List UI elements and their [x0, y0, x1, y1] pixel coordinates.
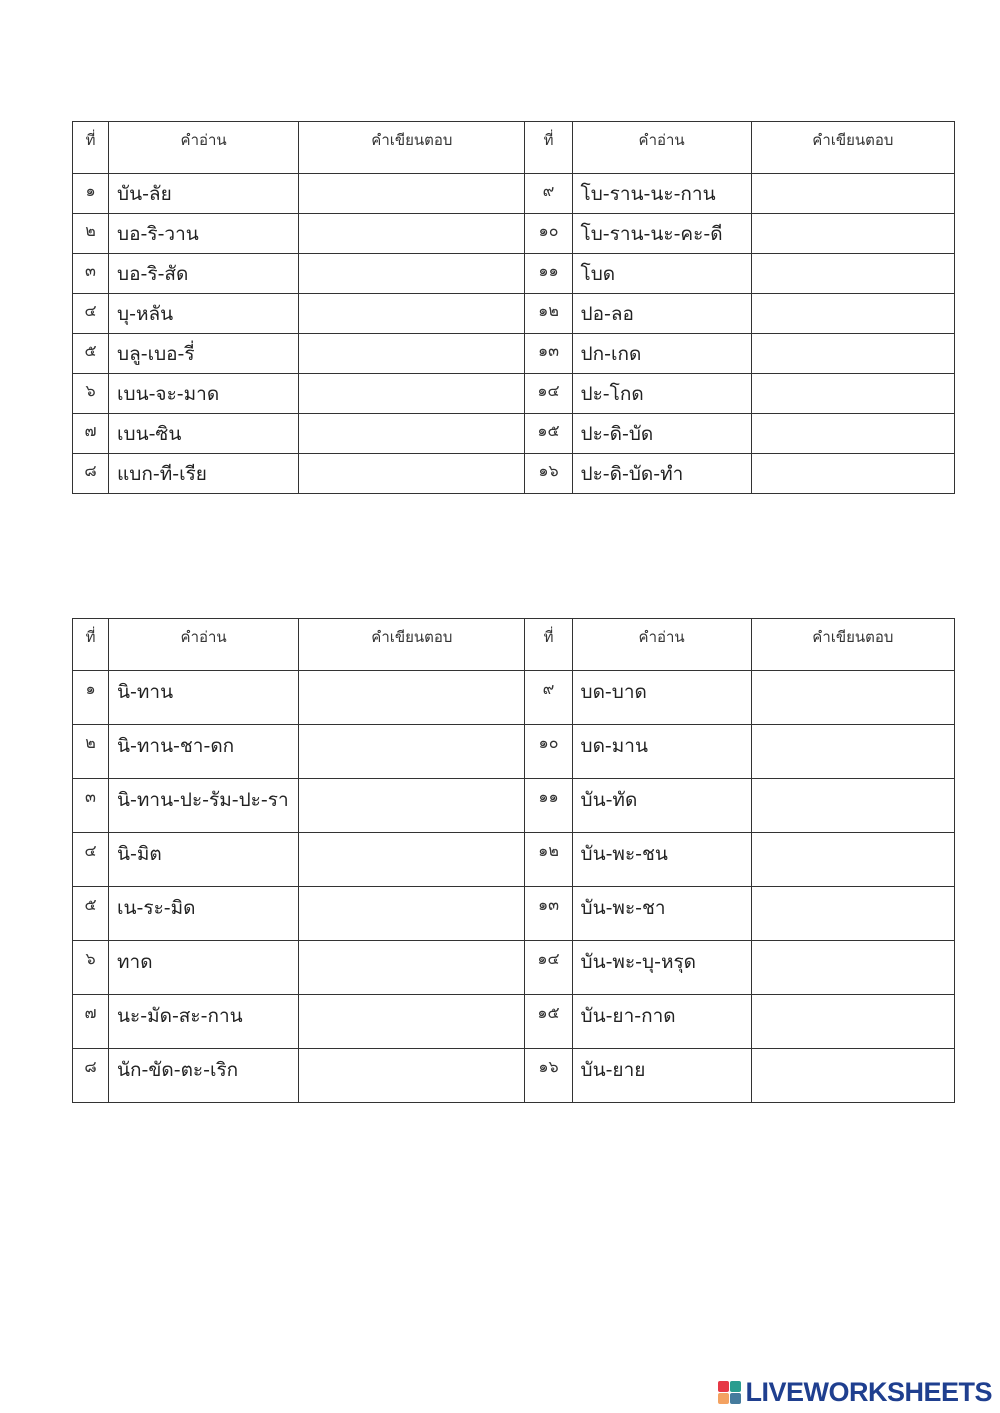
- answer-cell[interactable]: [751, 374, 954, 414]
- table-row: [73, 779, 955, 833]
- logo-square: [718, 1381, 729, 1392]
- reading-word: เน-ระ-มิด: [109, 887, 299, 941]
- answer-cell[interactable]: [751, 294, 954, 334]
- item-number: ๑๕: [525, 995, 572, 1049]
- table-row: [73, 1049, 955, 1103]
- reading-word: ปอ-ลอ: [572, 294, 751, 334]
- reading-word: ปะ-ดิ-บัด: [572, 414, 751, 454]
- answer-cell[interactable]: [751, 1049, 954, 1103]
- item-number: ๘: [73, 1049, 109, 1103]
- answer-cell[interactable]: [299, 779, 525, 833]
- reading-word: บัน-พะ-ชน: [572, 833, 751, 887]
- reading-word: นะ-มัด-สะ-กาน: [109, 995, 299, 1049]
- item-number: ๒: [73, 725, 109, 779]
- answer-cell[interactable]: [299, 833, 525, 887]
- item-number: ๒: [73, 214, 109, 254]
- item-number: ๑: [73, 174, 109, 214]
- answer-cell[interactable]: [751, 671, 954, 725]
- reading-word: บัน-พะ-บุ-หรุด: [572, 941, 751, 995]
- reading-word: บัน-ทัด: [572, 779, 751, 833]
- reading-word: บุ-หลัน: [109, 294, 299, 334]
- reading-word: เบน-จะ-มาด: [109, 374, 299, 414]
- answer-cell[interactable]: [751, 779, 954, 833]
- reading-word: บด-มาน: [572, 725, 751, 779]
- table-row: [73, 254, 955, 294]
- item-number: ๑๖: [525, 454, 572, 494]
- table-row: [73, 374, 955, 414]
- answer-cell[interactable]: [751, 887, 954, 941]
- table-row: [73, 454, 955, 494]
- answer-cell[interactable]: [299, 454, 525, 494]
- answer-cell[interactable]: [751, 254, 954, 294]
- item-number: ๑๐: [525, 725, 572, 779]
- reading-word: บลู-เบอ-รี่: [109, 334, 299, 374]
- answer-cell[interactable]: [751, 833, 954, 887]
- item-number: ๑๒: [525, 833, 572, 887]
- answer-cell[interactable]: [299, 725, 525, 779]
- header-answer: คำเขียนตอบ: [751, 122, 954, 174]
- answer-cell[interactable]: [751, 334, 954, 374]
- worksheet-table-1: [72, 121, 955, 494]
- item-number: ๕: [73, 334, 109, 374]
- reading-word: บัน-พะ-ชา: [572, 887, 751, 941]
- reading-word: บัน-ลัย: [109, 174, 299, 214]
- answer-cell[interactable]: [299, 995, 525, 1049]
- table-header-row: [73, 122, 955, 174]
- item-number: ๑๖: [525, 1049, 572, 1103]
- answer-cell[interactable]: [299, 941, 525, 995]
- worksheet-table-2: [72, 618, 955, 1103]
- table-row: [73, 995, 955, 1049]
- reading-word: บด-บาด: [572, 671, 751, 725]
- header-number: ที่: [73, 122, 109, 174]
- answer-cell[interactable]: [299, 374, 525, 414]
- answer-cell[interactable]: [299, 334, 525, 374]
- item-number: ๙: [525, 671, 572, 725]
- table-row: [73, 833, 955, 887]
- table-row: [73, 414, 955, 454]
- header-number: ที่: [73, 619, 109, 671]
- answer-cell[interactable]: [751, 214, 954, 254]
- item-number: ๑๑: [525, 254, 572, 294]
- liveworksheets-logo: [718, 1377, 992, 1407]
- reading-word: ปก-เกด: [572, 334, 751, 374]
- item-number: ๑๓: [525, 334, 572, 374]
- answer-cell[interactable]: [751, 174, 954, 214]
- table-row: [73, 174, 955, 214]
- reading-word: แบก-ที-เรีย: [109, 454, 299, 494]
- item-number: ๑: [73, 671, 109, 725]
- reading-word: นิ-มิต: [109, 833, 299, 887]
- header-number: ที่: [525, 619, 572, 671]
- header-reading: คำอ่าน: [109, 619, 299, 671]
- answer-cell[interactable]: [751, 725, 954, 779]
- logo-square: [730, 1381, 741, 1392]
- reading-word: บัน-ยา-กาด: [572, 995, 751, 1049]
- reading-word: นิ-ทาน-ปะ-รัม-ปะ-รา: [109, 779, 299, 833]
- answer-cell[interactable]: [299, 174, 525, 214]
- item-number: ๑๑: [525, 779, 572, 833]
- reading-word: นัก-ขัด-ตะ-เริก: [109, 1049, 299, 1103]
- item-number: ๖: [73, 941, 109, 995]
- table-header-row: [73, 619, 955, 671]
- table-row: [73, 294, 955, 334]
- item-number: ๑๐: [525, 214, 572, 254]
- table-row: [73, 887, 955, 941]
- item-number: ๓: [73, 254, 109, 294]
- header-number: ที่: [525, 122, 572, 174]
- item-number: ๑๔: [525, 374, 572, 414]
- item-number: ๘: [73, 454, 109, 494]
- reading-word: ปะ-โกด: [572, 374, 751, 414]
- table-row: [73, 671, 955, 725]
- answer-cell[interactable]: [299, 294, 525, 334]
- answer-cell[interactable]: [751, 454, 954, 494]
- reading-word: เบน-ซิน: [109, 414, 299, 454]
- logo-square: [730, 1393, 741, 1404]
- table-row: [73, 334, 955, 374]
- header-reading: คำอ่าน: [109, 122, 299, 174]
- answer-cell[interactable]: [751, 995, 954, 1049]
- item-number: ๖: [73, 374, 109, 414]
- reading-word: บัน-ยาย: [572, 1049, 751, 1103]
- reading-word: นิ-ทาน-ชา-ดก: [109, 725, 299, 779]
- reading-word: บอ-ริ-สัด: [109, 254, 299, 294]
- reading-word: โบ-ราน-นะ-กาน: [572, 174, 751, 214]
- item-number: ๑๕: [525, 414, 572, 454]
- item-number: ๑๒: [525, 294, 572, 334]
- item-number: ๑๔: [525, 941, 572, 995]
- header-answer: คำเขียนตอบ: [751, 619, 954, 671]
- table-row: [73, 941, 955, 995]
- reading-word: ทาด: [109, 941, 299, 995]
- item-number: ๕: [73, 887, 109, 941]
- reading-word: โบด: [572, 254, 751, 294]
- reading-word: บอ-ริ-วาน: [109, 214, 299, 254]
- header-reading: คำอ่าน: [572, 122, 751, 174]
- answer-cell[interactable]: [299, 1049, 525, 1103]
- table-row: [73, 725, 955, 779]
- logo-square: [718, 1393, 729, 1404]
- item-number: ๔: [73, 294, 109, 334]
- table-row: [73, 214, 955, 254]
- answer-cell[interactable]: [751, 941, 954, 995]
- reading-word: ปะ-ดิ-บัด-ทำ: [572, 454, 751, 494]
- item-number: ๔: [73, 833, 109, 887]
- logo-text: LIVEWORKSHEETS: [745, 1376, 992, 1407]
- answer-cell[interactable]: [299, 887, 525, 941]
- header-reading: คำอ่าน: [572, 619, 751, 671]
- answer-cell[interactable]: [299, 214, 525, 254]
- header-answer: คำเขียนตอบ: [299, 122, 525, 174]
- answer-cell[interactable]: [299, 254, 525, 294]
- item-number: ๗: [73, 995, 109, 1049]
- answer-cell[interactable]: [751, 414, 954, 454]
- reading-word: นิ-ทาน: [109, 671, 299, 725]
- reading-word: โบ-ราน-นะ-คะ-ดี: [572, 214, 751, 254]
- logo-grid-icon: [718, 1381, 741, 1404]
- item-number: ๓: [73, 779, 109, 833]
- item-number: ๗: [73, 414, 109, 454]
- answer-cell[interactable]: [299, 671, 525, 725]
- answer-cell[interactable]: [299, 414, 525, 454]
- item-number: ๑๓: [525, 887, 572, 941]
- item-number: ๙: [525, 174, 572, 214]
- header-answer: คำเขียนตอบ: [299, 619, 525, 671]
